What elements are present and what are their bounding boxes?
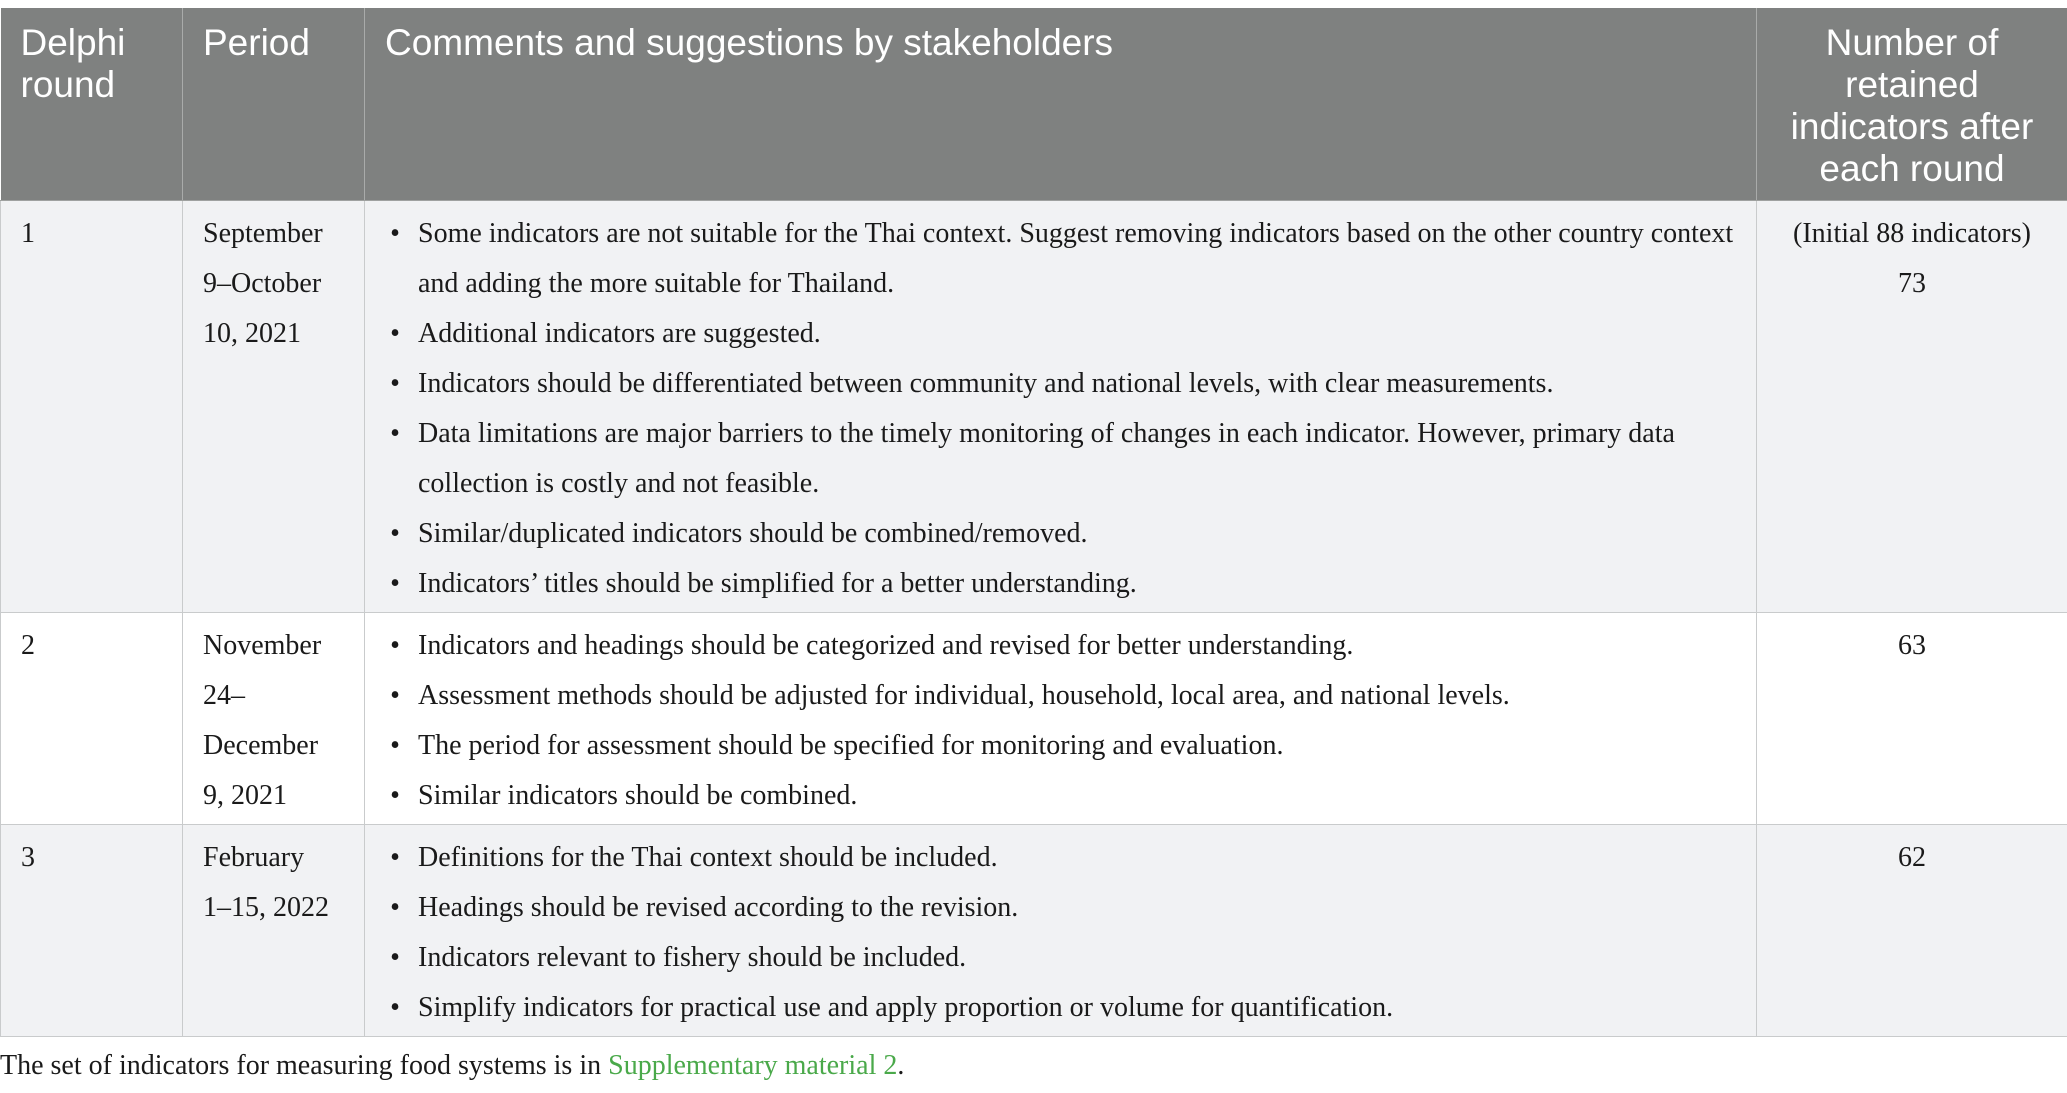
- bullet-icon: •: [390, 942, 400, 973]
- comment-text: Indicators relevant to fishery should be included.: [418, 942, 967, 973]
- bullet-icon: •: [390, 842, 400, 873]
- supplementary-material-link[interactable]: Supplementary material 2: [608, 1050, 898, 1081]
- comment-item: [390, 933, 1736, 983]
- comment-item: [390, 833, 1736, 883]
- header-delphi-round: Delphi round: [1, 8, 183, 201]
- comment-text: Similar indicators should be combined.: [418, 780, 858, 811]
- period-line: September: [203, 218, 323, 249]
- comment-text: The period for assessment should be specified for monitoring and evaluation.: [418, 730, 1284, 761]
- comments-cell: [365, 201, 1757, 613]
- comment-text: Assessment methods should be adjusted for individual, household, local area, and national levels.: [418, 680, 1510, 711]
- retained-cell: [1757, 825, 2067, 1037]
- retained-count: 62: [1898, 842, 1926, 873]
- comment-item: [390, 509, 1736, 559]
- delphi-rounds-table-container: [0, 8, 2067, 1037]
- footnote-text: The set of indicators for measuring food systems is in: [0, 1050, 609, 1081]
- period-line: 9, 2021: [203, 780, 287, 811]
- comment-item: [390, 209, 1736, 309]
- bullet-icon: •: [390, 630, 400, 661]
- comment-text: Definitions for the Thai context should be included.: [418, 842, 998, 873]
- comments-list: [385, 209, 1736, 609]
- bullet-icon: •: [390, 780, 400, 811]
- bullet-icon: •: [390, 680, 400, 711]
- comment-text: Data limitations are major barriers to the timely monitoring of changes in each indicator. However, primary data collection is costly and not feasible.: [418, 418, 1675, 499]
- period-line: November: [203, 630, 322, 661]
- header-retained-indicators: Number of retained indicators after each round: [1757, 8, 2067, 201]
- round-cell: 3: [1, 825, 183, 1037]
- retained-initial: (Initial 88 indicators): [1793, 218, 2031, 249]
- period-line: 1–15, 2022: [203, 892, 329, 923]
- bullet-icon: •: [390, 992, 400, 1023]
- retained-count: 63: [1898, 630, 1926, 661]
- table-header-row: [1, 8, 2067, 201]
- comment-text: Indicators should be differentiated between community and national levels, with clear measurements.: [418, 368, 1554, 399]
- comments-list: [385, 833, 1736, 1033]
- period-line: February: [203, 842, 305, 873]
- comments-list: [385, 621, 1736, 821]
- comment-text: Additional indicators are suggested.: [418, 318, 821, 349]
- comment-item: [390, 409, 1736, 509]
- bullet-icon: •: [390, 518, 400, 549]
- comment-item: [390, 621, 1736, 671]
- comment-text: Some indicators are not suitable for the Thai context. Suggest removing indicators based on the other country context and adding the more suitable for Thailand.: [418, 218, 1734, 299]
- comment-item: [390, 983, 1736, 1033]
- delphi-rounds-table: [0, 8, 2067, 1037]
- comment-item: [390, 883, 1736, 933]
- retained-cell: [1757, 613, 2067, 825]
- retained-cell: [1757, 201, 2067, 613]
- period-line: 24–: [203, 680, 245, 711]
- comment-text: Indicators and headings should be categorized and revised for better understanding.: [418, 630, 1354, 661]
- round-cell: 2: [1, 613, 183, 825]
- bullet-icon: •: [390, 568, 400, 599]
- comment-item: [390, 721, 1736, 771]
- table-row: [1, 201, 2067, 613]
- period-line: December: [203, 730, 319, 761]
- period-cell: [183, 201, 365, 613]
- comment-item: [390, 559, 1736, 609]
- bullet-icon: •: [390, 218, 400, 249]
- comment-text: Simplify indicators for practical use and apply proportion or volume for quantification.: [418, 992, 1394, 1023]
- bullet-icon: •: [390, 318, 400, 349]
- header-period: Period: [183, 8, 365, 201]
- bullet-icon: •: [390, 368, 400, 399]
- comment-text: Headings should be revised according to the revision.: [418, 892, 1019, 923]
- comment-item: [390, 309, 1736, 359]
- comment-text: Indicators’ titles should be simplified for a better understanding.: [418, 568, 1137, 599]
- bullet-icon: •: [390, 730, 400, 761]
- bullet-icon: •: [390, 892, 400, 923]
- period-line: 9–October: [203, 268, 322, 299]
- period-line: 10, 2021: [203, 318, 301, 349]
- comments-cell: [365, 825, 1757, 1037]
- bullet-icon: •: [390, 418, 400, 449]
- comment-item: [390, 671, 1736, 721]
- period-cell: [183, 613, 365, 825]
- retained-count: 73: [1898, 268, 1926, 299]
- header-comments: Comments and suggestions by stakeholders: [365, 8, 1757, 201]
- comment-item: [390, 771, 1736, 821]
- footnote-period: .: [897, 1050, 905, 1081]
- table-footnote: [0, 1046, 904, 1086]
- table-row: [1, 825, 2067, 1037]
- comment-item: [390, 359, 1736, 409]
- period-cell: [183, 825, 365, 1037]
- round-cell: 1: [1, 201, 183, 613]
- comments-cell: [365, 613, 1757, 825]
- table-row: [1, 613, 2067, 825]
- comment-text: Similar/duplicated indicators should be combined/removed.: [418, 518, 1088, 549]
